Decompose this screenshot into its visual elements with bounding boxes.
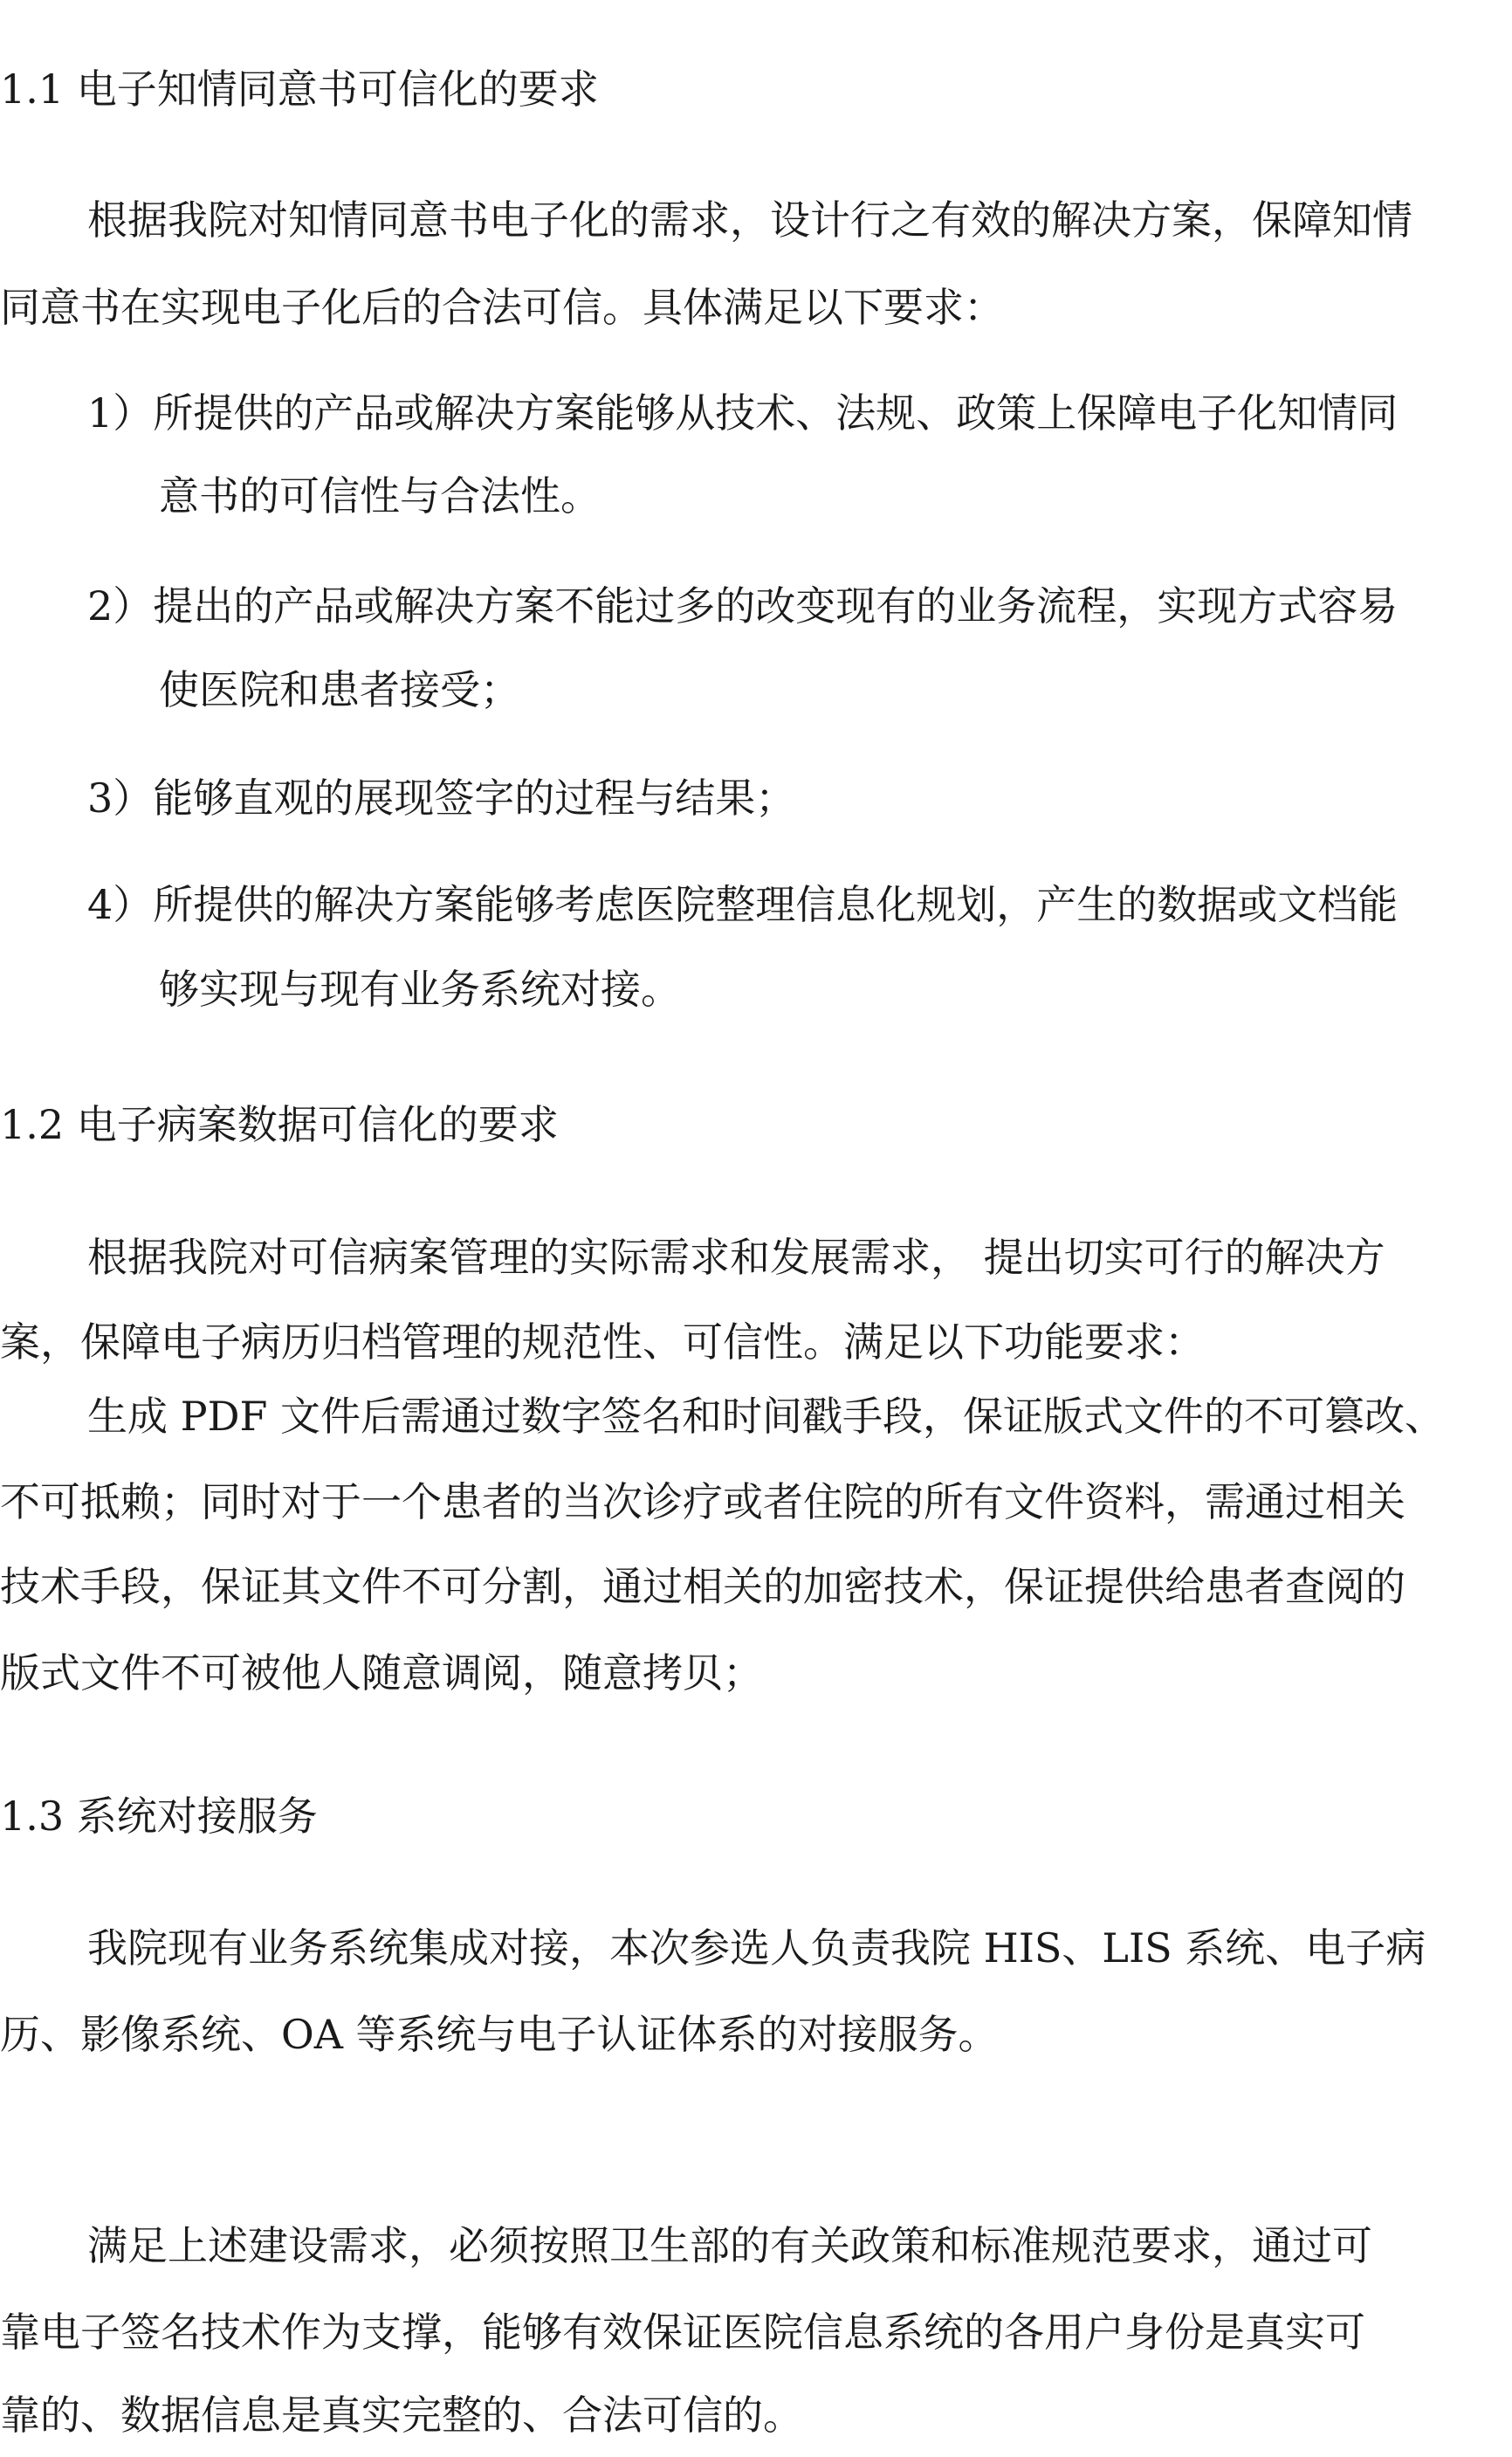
- section-1-3-para-line-1: 我院现有业务系统集成对接，本次参选人负责我院 HIS、LIS 系统、电子病: [87, 1924, 1426, 1972]
- section-1-2-para-1-line-1: 根据我院对可信病案管理的实际需求和发展需求， 提出切实可行的解决方: [87, 1234, 1385, 1281]
- list-item-4-line-2: 够实现与现有业务系统对接。: [159, 966, 681, 1013]
- section-1-2-para-1-line-2: 案，保障电子病历归档管理的规范性、可信性。满足以下功能要求：: [0, 1318, 1205, 1366]
- section-1-2-heading: 1.2 电子病案数据可信化的要求: [0, 1101, 559, 1148]
- list-item-2-line-2: 使医院和患者接受；: [159, 666, 520, 713]
- section-1-1-heading: 1.1 电子知情同意书可信化的要求: [0, 65, 599, 113]
- list-item-1-line-1: 1）所提供的产品或解决方案能够从技术、法规、政策上保障电子化知情同: [87, 389, 1399, 437]
- section-1-3-heading: 1.3 系统对接服务: [0, 1793, 318, 1840]
- list-item-4-line-1: 4）所提供的解决方案能够考虑医院整理信息化规划，产生的数据或文档能: [87, 881, 1399, 928]
- section-1-2-para-2-line-1: 生成 PDF 文件后需通过数字签名和时间戳手段，保证版式文件的不可篡改、: [87, 1393, 1445, 1440]
- list-item-3-line-1: 3）能够直观的展现签字的过程与结果；: [87, 774, 796, 822]
- section-1-2-para-2-line-4: 版式文件不可被他人随意调阅，随意拷贝；: [0, 1649, 763, 1696]
- section-1-3-para-line-2: 历、影像系统、OA 等系统与电子认证体系的对接服务。: [0, 2011, 999, 2058]
- closing-line-1: 满足上述建设需求，必须按照卫生部的有关政策和标准规范要求，通过可: [87, 2222, 1372, 2269]
- closing-line-3: 靠的、数据信息是真实完整的、合法可信的。: [0, 2392, 803, 2439]
- section-1-1-intro-line-1: 根据我院对知情同意书电子化的需求，设计行之有效的解决方案，保障知情: [87, 196, 1412, 244]
- section-1-2-para-2-line-2: 不可抵赖；同时对于一个患者的当次诊疗或者住院的所有文件资料，需通过相关: [0, 1478, 1405, 1525]
- closing-line-2: 靠电子签名技术作为支撑，能够有效保证医院信息系统的各用户身份是真实可: [0, 2309, 1365, 2356]
- section-1-2-para-2-line-3: 技术手段，保证其文件不可分割，通过相关的加密技术，保证提供给患者查阅的: [0, 1563, 1405, 1610]
- section-1-1-intro-line-2: 同意书在实现电子化后的合法可信。具体满足以下要求：: [0, 284, 1004, 331]
- list-item-1-line-2: 意书的可信性与合法性。: [159, 472, 601, 520]
- list-item-2-line-1: 2）提出的产品或解决方案不能过多的改变现有的业务流程，实现方式容易: [87, 582, 1399, 630]
